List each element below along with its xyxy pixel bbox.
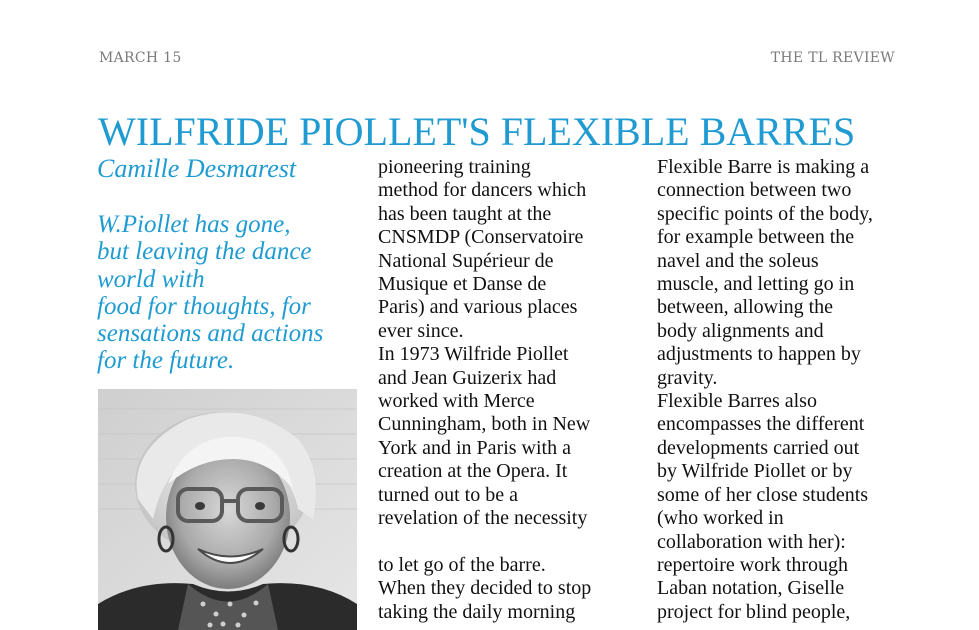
publication-name: THE TL REVIEW — [770, 50, 895, 66]
portrait-photo — [98, 389, 357, 630]
pull-quote: W.Piollet has gone, but leaving the dance world with food for thoughts, for sensations and actions for the future. — [97, 211, 324, 375]
paragraph: to let go of the barre. When they decided to stop taking the daily morning — [378, 553, 592, 623]
paragraph: Flexible Barre is making a connection between two specific points of the body, for example between the navel and the soleus muscle, and letting go in between, allowing the body alignments and adjustments to happen by gravity. — [657, 156, 873, 389]
body-column-2 — [378, 156, 628, 624]
paragraph-gap — [378, 531, 628, 554]
paragraph: Flexible Barres also encompasses the different developments carried out by Wilfride Piollet or by some of her close students (who worked in collaboration with her): repertoire work through Laban notation, Giselle project for blind people, — [657, 390, 869, 623]
article-title: WILFRIDE PIOLLET'S FLEXIBLE BARRES — [98, 109, 856, 154]
author-name: Camille Desmarest — [97, 154, 297, 183]
sidebar-column — [97, 155, 357, 375]
portrait-image-icon — [98, 389, 357, 630]
paragraph: pioneering training method for dancers which has been taught at the CNSMDP (Conservatoire National Supérieur de Musique et Danse de Paris) and various places ever since. — [378, 156, 587, 342]
issue-date: MARCH 15 — [99, 50, 182, 66]
paragraph: In 1973 Wilfride Piollet and Jean Guizerix had worked with Merce Cunningham, both in New York and in Paris with a creation at the Opera. It turned out to be a revelation of the necessity — [378, 343, 591, 530]
body-column-3 — [657, 156, 907, 624]
